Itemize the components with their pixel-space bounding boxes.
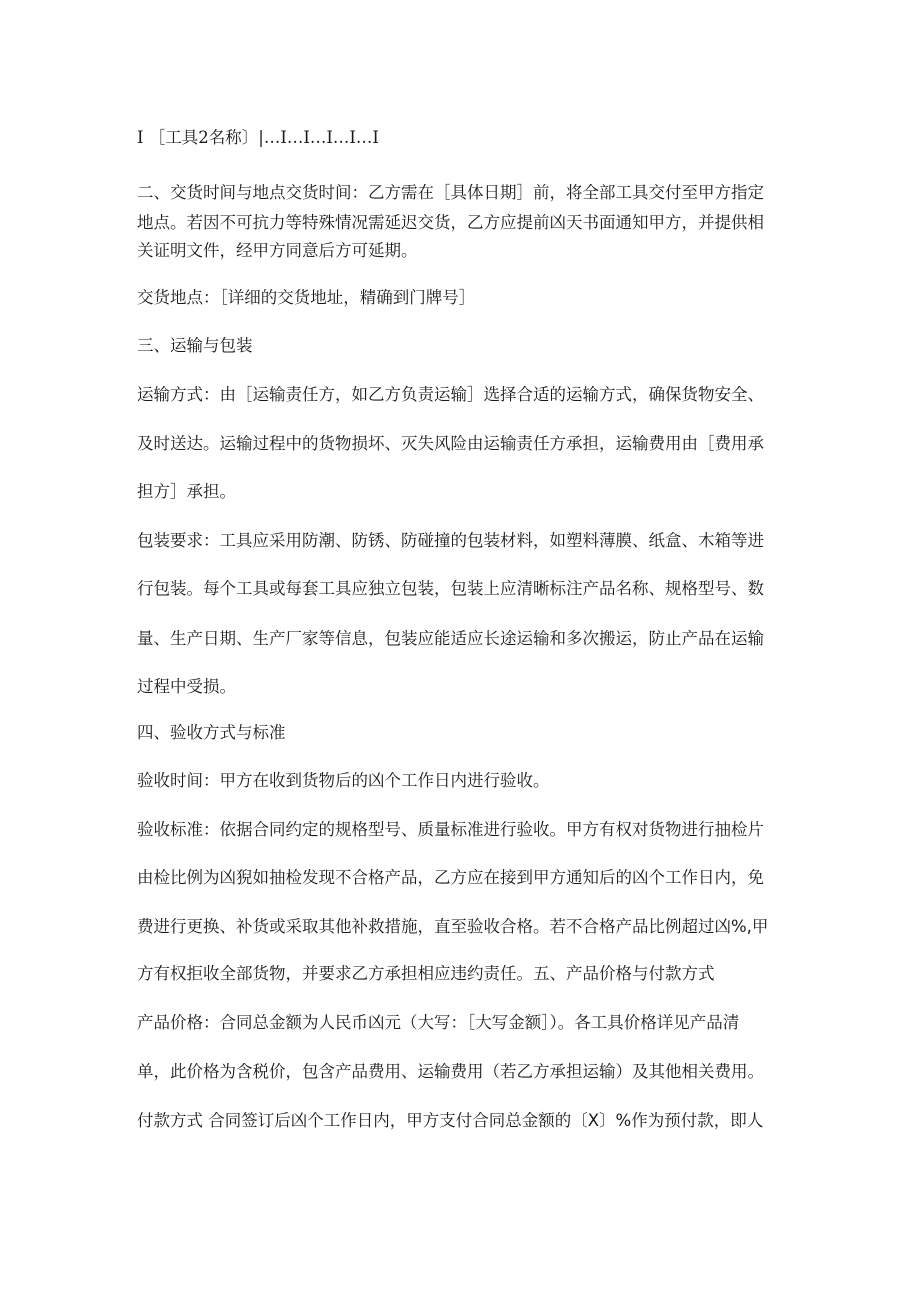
paragraph-line: 地点。若因不可抗力等特殊情况需延迟交货，乙方应提前凶天书面通知甲方，并提供相	[137, 213, 764, 232]
paragraph-line: 费进行更换、补货或采取其他补救措施，直至验收合格。若不合格产品比例超过凶%,甲	[137, 917, 769, 936]
paragraph-line: 及时送达。运输过程中的货物损坏、灭失风险由运输责任方承担，运输费用由［费用承	[137, 434, 764, 453]
paragraph-line: 关证明文件，经甲方同意后方可延期。	[137, 241, 418, 260]
paragraph-line: 担方］承担。	[137, 482, 236, 501]
paragraph-line: 行包装。每个工具或每套工具应独立包装，包装上应清晰标注产品名称、规格型号、数	[137, 579, 764, 598]
acceptance-standard-line: 验收标准：依据合同约定的规格型号、质量标准进行验收。甲方有权对货物进行抽检片	[137, 820, 764, 839]
delivery-location-line: 交货地点：［详细的交货地址，精确到门牌号］	[137, 288, 476, 307]
paragraph-line: 过程中受损。	[137, 677, 236, 696]
packaging-requirement-line: 包装要求：工具应采用防潮、防锈、防碰撞的包装材料，如塑料薄膜、纸盒、木箱等进	[137, 531, 764, 550]
tool-name-row: I ［工具2名称〕|…I…I…I…I…I	[137, 128, 379, 147]
section-4-heading: 四、验收方式与标准	[137, 723, 286, 742]
acceptance-time-line: 验收时间：甲方在收到货物后的凶个工作日内进行验收。	[137, 771, 550, 790]
product-price-line: 产品价格：合同总金额为人民币凶元（大写：［大写金额］）。各工具价格详见产品清	[137, 1013, 740, 1032]
paragraph-line: 由检比例为凶猊如抽检发现不合格产品，乙方应在接到甲方通知后的凶个工作日内，免	[137, 868, 764, 887]
section-3-heading: 三、运输与包装	[137, 336, 253, 355]
paragraph-line: 单，此价格为含税价，包含产品费用、运输费用（若乙方承担运输）及其他相关费用。	[137, 1062, 764, 1081]
payment-method-line: 付款方式 合同签订后凶个工作日内，甲方支付合同总金额的〔X〕%作为预付款，即人	[137, 1111, 764, 1130]
paragraph-line: 方有权拒收全部货物，并要求乙方承担相应违约责任。五、产品价格与付款方式	[137, 964, 715, 983]
paragraph-line: 量、生产日期、生产厂家等信息，包装应能适应长途运输和多次搬运，防止产品在运输	[137, 629, 764, 648]
section-2-heading-paragraph: 二、交货时间与地点交货时间：乙方需在［具体日期］前，将全部工具交付至甲方指定	[137, 183, 764, 202]
transport-method-line: 运输方式：由［运输责任方，如乙方负责运输］选择合适的运输方式，确保货物安全、	[137, 385, 764, 404]
